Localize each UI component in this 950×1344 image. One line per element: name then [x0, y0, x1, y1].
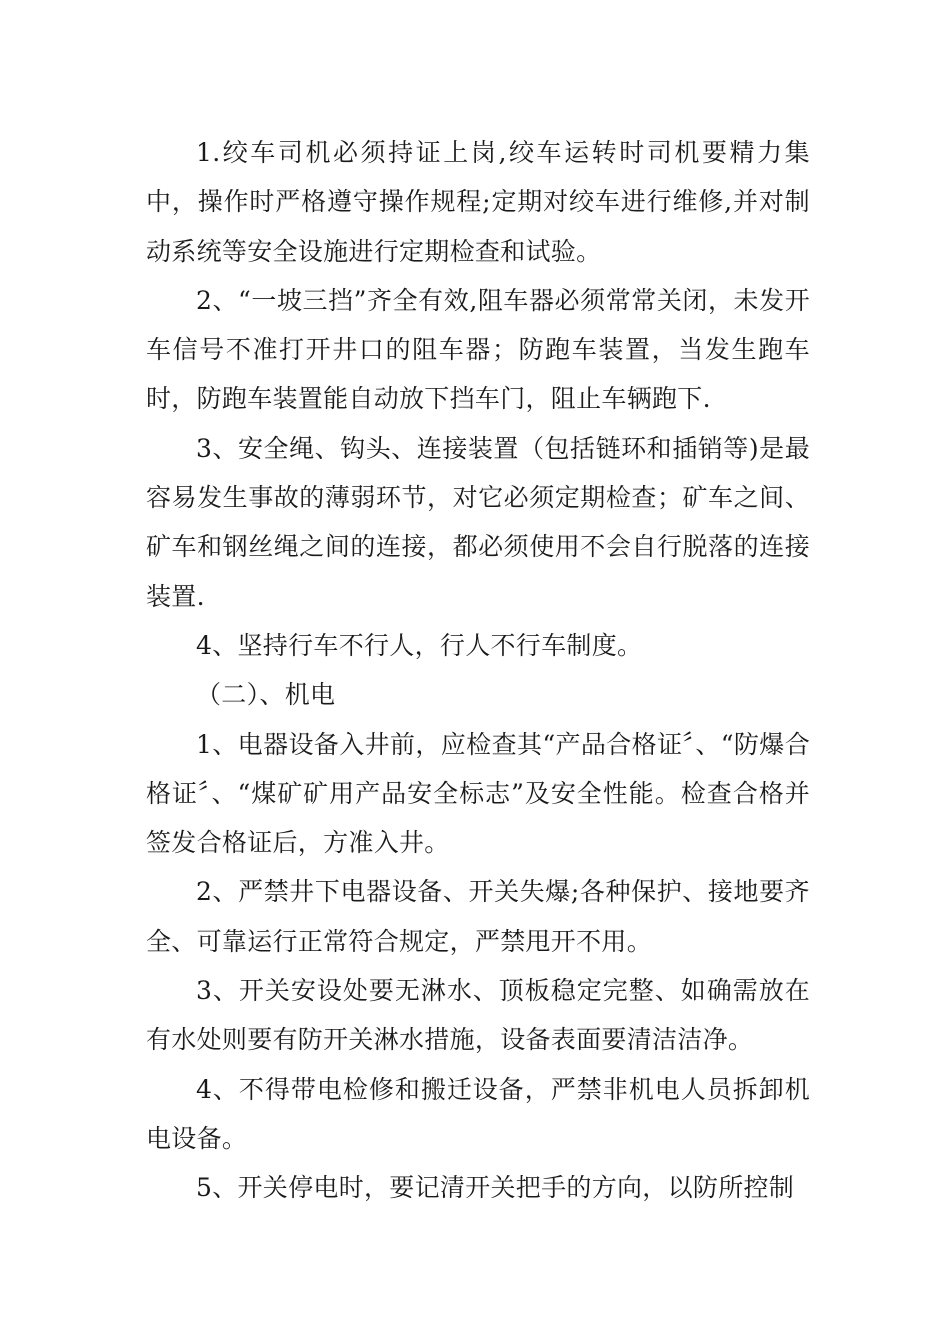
paragraph-slope-three-stops: 2、“一坡三挡”齐全有效,阻车器必须常常关闭，未发开车信号不准打开井口的阻车器；防跑车装置，当发生跑车时，防跑车装置能自动放下挡车门，阻止车辆跑下. [146, 285, 810, 414]
paragraph-winch-driver: 1.绞车司机必须持证上岗,绞车运转时司机要精力集中，操作时严格遵守操作规程;定期对绞车进行维修,并对制动系统等安全设施进行定期检查和试验。 [146, 138, 810, 266]
paragraph-explosion-protection: 2、严禁井下电器设备、开关失爆;各种保护、接地要齐全、可靠运行正常符合规定，严禁甩开不用。 [146, 877, 810, 956]
paragraph-no-live-maintenance: 4、不得带电检修和搬迁设备，严禁非机电人员拆卸机电设备。 [146, 1074, 810, 1153]
paragraph-safety-rope: 3、安全绳、钩头、连接装置（包括链环和插销等)是最容易发生事故的薄弱环节，对它必须定期检查；矿车之间、矿车和钢丝绳之间的连接，都必须使用不会自行脱落的连接装置. [146, 433, 810, 611]
paragraph-switch-power-off: 5、开关停电时，要记清开关把手的方向，以防所控制 [196, 1173, 795, 1203]
paragraph-switch-installation: 3、开关安设处要无淋水、顶板稳定完整、如确需放在有水处则要有防开关淋水措施，设备表面要清洁洁净。 [146, 976, 810, 1055]
paragraph-no-walking-when-driving: 4、坚持行车不行人，行人不行车制度。 [196, 630, 643, 660]
paragraph-equipment-certificates: 1、电器设备入井前，应检查其“产品合格证〞、“防爆合格证〞、“煤矿矿用产品安全标志”及安全性能。检查合格并签发合格证后，方准入井。 [146, 729, 810, 858]
section-heading-electromechanical: （二）、机电 [196, 680, 336, 710]
document-page [146, 128, 810, 1213]
